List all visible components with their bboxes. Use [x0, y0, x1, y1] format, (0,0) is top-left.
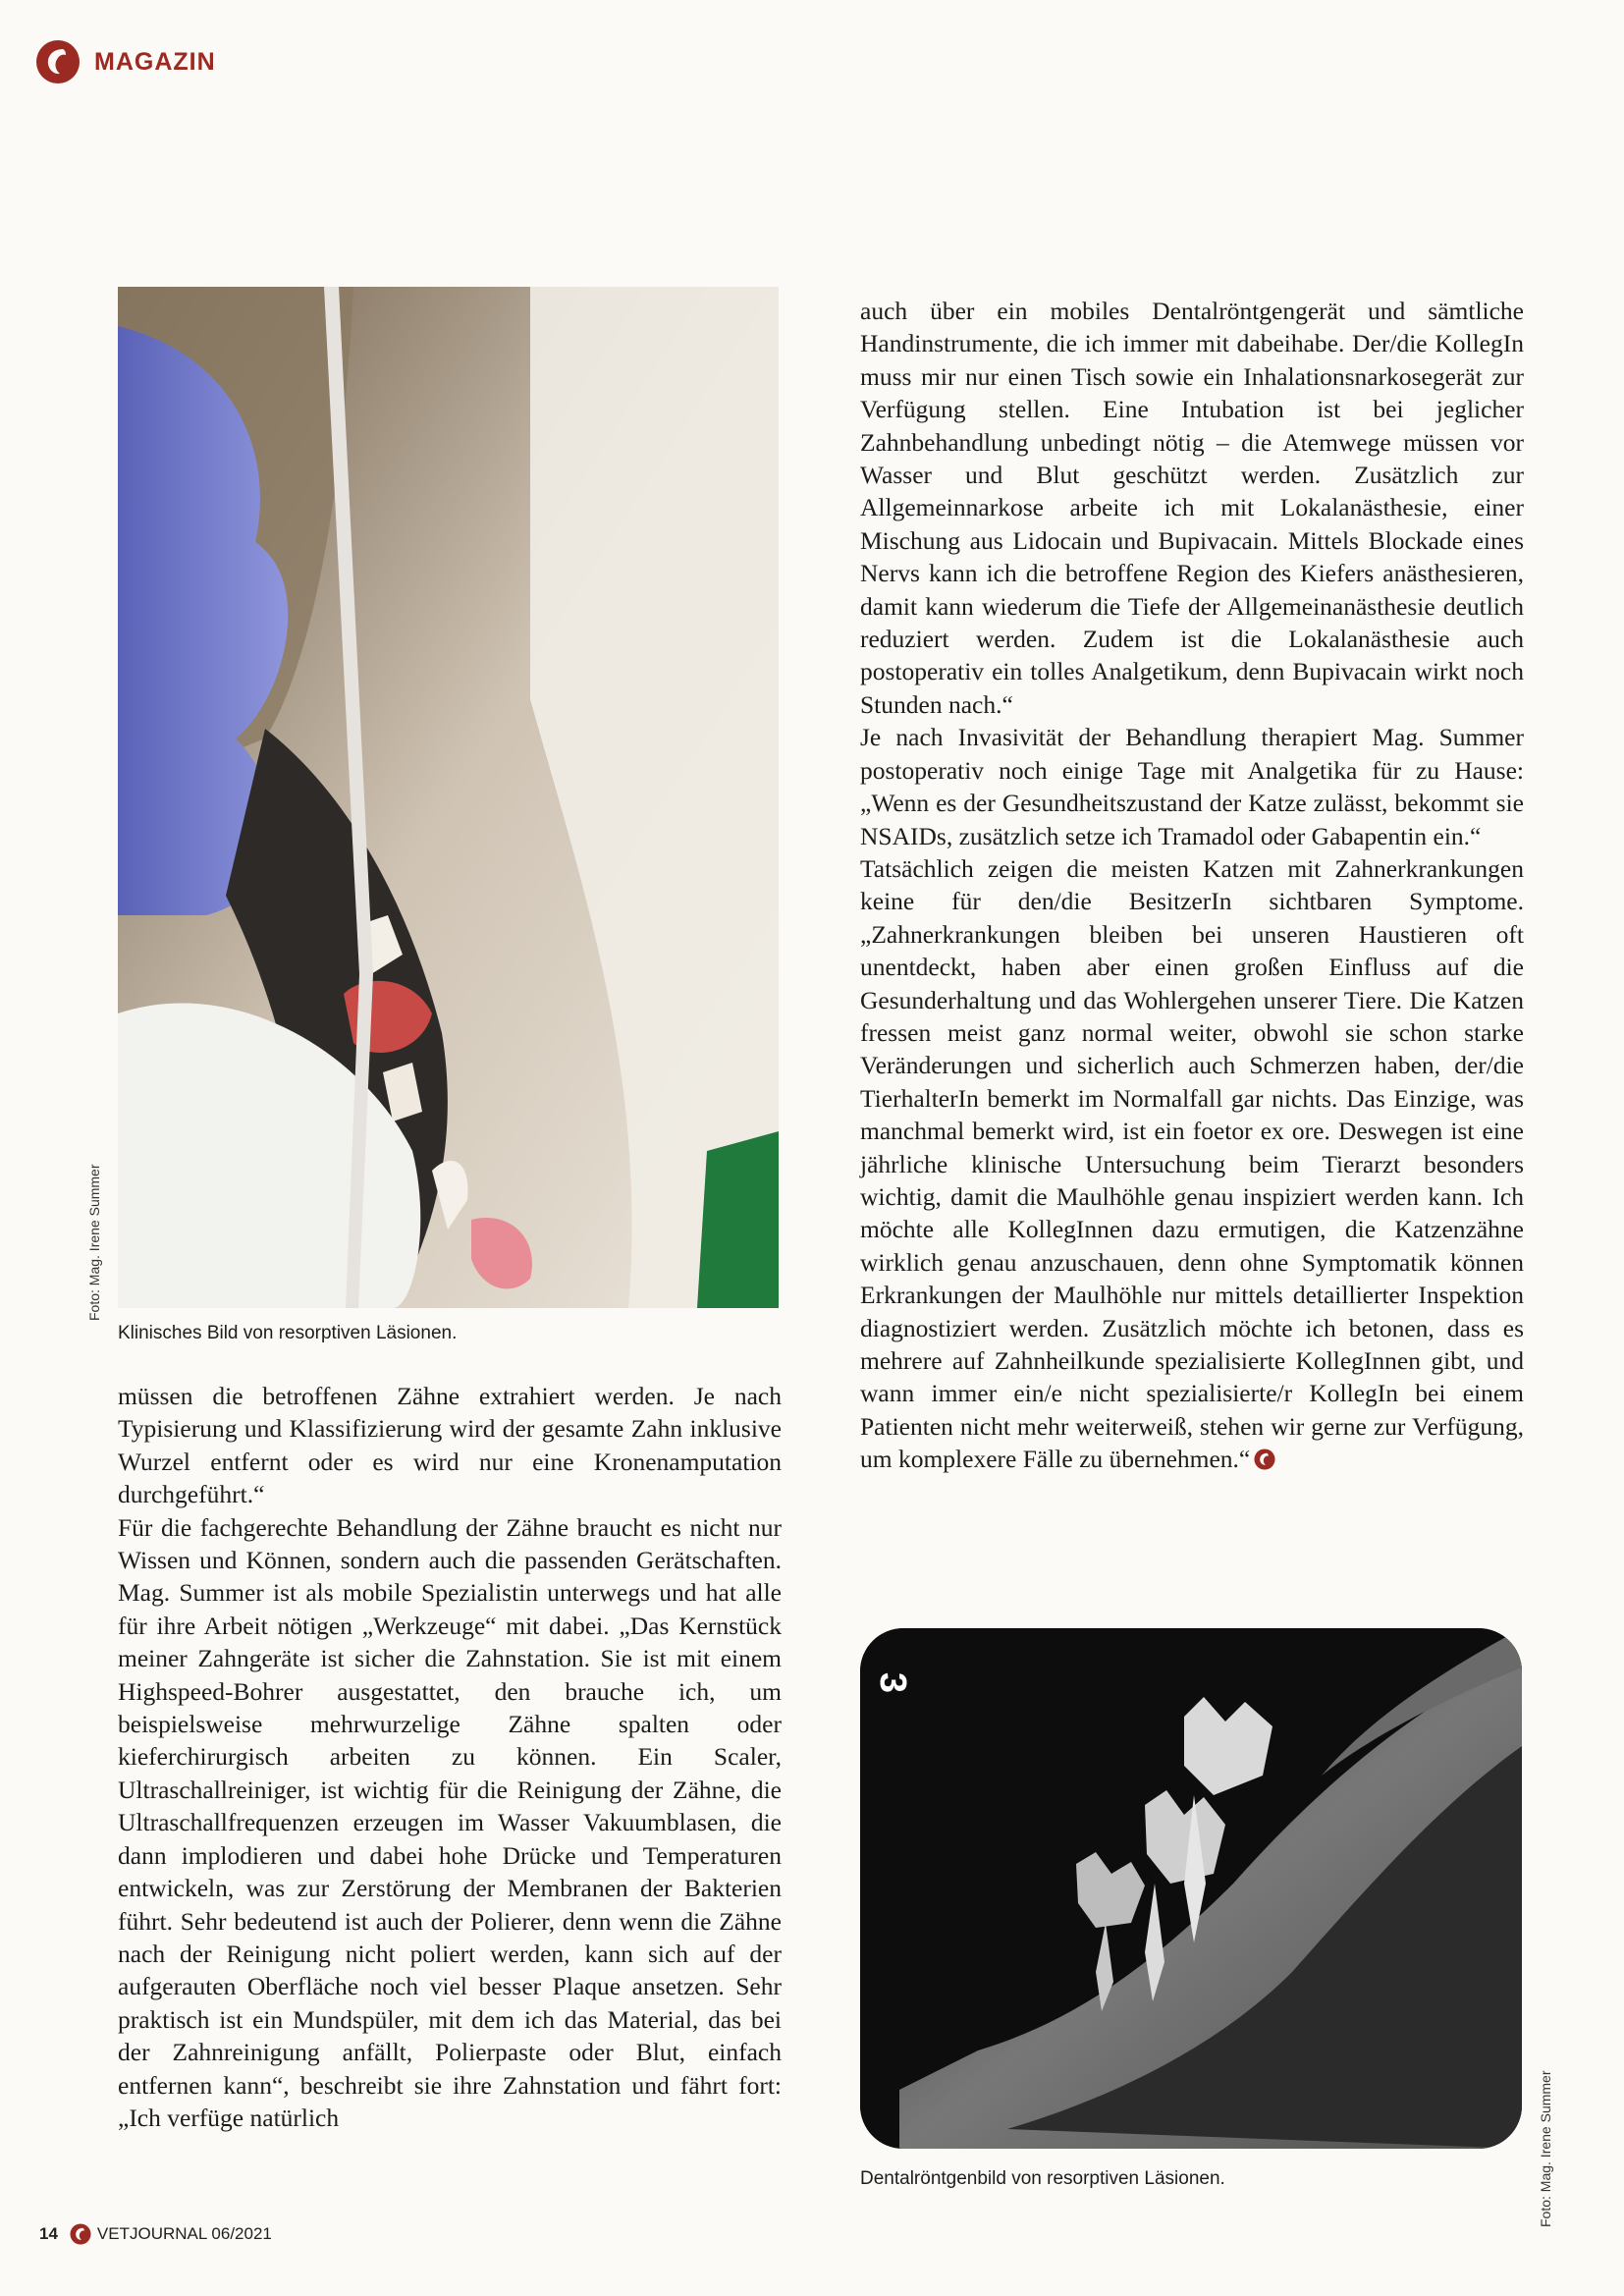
- photo-credit: Foto: Mag. Irene Summer: [1538, 2070, 1553, 2227]
- page-footer: [39, 2223, 272, 2245]
- clinical-photo: [118, 287, 779, 1308]
- paragraph: Für die fachgerechte Behandlung der Zähne braucht es nicht nur Wissen und Können, sondern auch die passenden Gerätschaften. Mag. Summer ist als mobile Spezialistin unterwegs und hat alle für ihre Arbeit nötigen „Werkzeuge“ mit dabei. „Das Kernstück meiner Zahngeräte ist sicher die Zahnstation. Sie ist mit einem Highspeed-Bohrer ausgestattet, den brauche ich, um beispielsweise mehrwurzelige Zähne spalten oder kieferchirurgisch arbeiten zu können. Ein Scaler, Ultraschallreiniger, ist wichtig für die Reinigung der Zähne, die Ultraschallfrequenzen erzeugen im Wasser Vakuumblasen, die dann implodieren und dabei hohe Drücke und Temperaturen entwickeln, was zur Zerstörung der Membranen der Bakterien führt. Sehr bedeutend ist auch der Polierer, denn wenn die Zähne nach der Reinigung nicht poliert werden, kann sich auf der aufgerauten Oberfläche noch viel besser Plaque ansetzen. Sehr praktisch ist ein Mundspüler, mit dem ich das Material, das bei der Zahnreinigung anfällt, Polierpaste oder Blut, einfach entfernen kann“, beschreibt sie ihre Zahnstation und fährt fort: „Ich verfüge natürlich: [118, 1512, 782, 2132]
- page-header: [35, 39, 216, 84]
- figure-number: 3: [872, 1671, 914, 1694]
- paragraph: Je nach Invasivität der Behandlung therapiert Mag. Summer postoperativ noch einige Tage mit Analgetika für zu Hause: „Wenn es der Gesundheitszustand der Katze zulässt, bekommt sie NSAIDs, zusätzlich setze ich Tramadol oder Gabapentin ein.“: [860, 723, 1524, 850]
- paragraph: [860, 852, 1524, 1476]
- xray-illustration: [860, 1628, 1522, 2149]
- page-number: 14: [39, 2224, 58, 2243]
- paragraph-text: Tatsächlich zeigen die meisten Katzen mit Zahnerkrankungen keine für den/die BesitzerIn sichtbaren Symptome. „Zahnerkrankungen bleiben bei unseren Haustieren oft unentdeckt, haben aber einen großen Einfluss auf die Gesunderhaltung und das Wohlergehen unserer Tiere. Die Katzen fressen meist ganz normal weiter, obwohl sie schon starke Veränderungen und sicherlich auch Schmerzen haben, der/die TierhalterIn bemerkt im Normalfall gar nichts. Das Einzige, was manchmal bemerkt wird, ist ein foetor ex ore. Deswegen ist eine jährliche klinische Untersuchung beim Tierarzt besonders wichtig, damit die Maulhöhle genau inspiziert werden kann. Ich möchte alle KollegInnen dazu ermutigen, die Katzenzähne wirklich genau anzuschauen, denn ohne Symptomatik können Erkrankungen der Maulhöhle nur mittels detaillierter Inspektion diagnostiziert werden. Zusätzlich möchte ich betonen, dass es mehrere auf Zahnheilkunde spezialisierte KollegInnen gibt, und wann immer ein/e nicht spezialisierte/r KollegIn bei einem Patienten nicht mehr weiterweiß, stehen wir gerne zur Verfügung, um komplexere Fälle zu übernehmen.“: [860, 853, 1524, 1474]
- photo-credit: Foto: Mag. Irene Summer: [86, 1164, 102, 1321]
- article-column-left: [118, 1380, 782, 2134]
- article-end-icon: [1254, 1449, 1275, 1470]
- figure-caption: Klinisches Bild von resorptiven Läsionen.: [118, 1323, 458, 1343]
- paragraph: auch über ein mobiles Dentalröntgengerät und sämtliche Handinstrumente, die ich immer mit dabeihabe. Der/die KollegIn muss mir nur einen Tisch sowie ein Inhalationsnarkosegerät zur Verfügung stellen. Eine Intubation ist bei jeglicher Zahnbehandlung unbedingt nötig – die Atemwege müssen vor Wasser und Blut geschützt werden. Zusätzlich zur Allgemeinnarkose arbeite ich mit Lokalanästhesie, einer Mischung aus Lidocain und Bupivacain. Mittels Blockade eines Nervs kann ich die betroffene Region des Kiefers anästhesieren, damit kann wiederum die Tiefe der Allgemeinanästhesie deutlich reduziert werden. Zudem ist die Lokalanästhesie auch postoperativ ein tolles Analgetikum, denn Bupivacain wirkt noch Stunden nach.“: [860, 297, 1524, 719]
- figure-caption: Dentalröntgenbild von resorptiven Läsionen.: [860, 2168, 1225, 2189]
- dental-xray-image: [860, 1628, 1522, 2149]
- article-column-right: [860, 295, 1524, 1476]
- cat-mouth-illustration: [118, 287, 779, 1308]
- section-label: MAGAZIN: [94, 47, 216, 76]
- paragraph: müssen die betroffenen Zähne extrahiert werden. Je nach Typisierung und Klassifizierung wird der gesamte Zahn inklusive Wurzel entfernt oder es wird nur eine Kronenamputation durchgeführt.“: [118, 1382, 782, 1509]
- vetjournal-logo-icon: [70, 2223, 91, 2245]
- vetjournal-logo-icon: [35, 39, 81, 84]
- publication-issue: VETJOURNAL 06/2021: [96, 2224, 272, 2243]
